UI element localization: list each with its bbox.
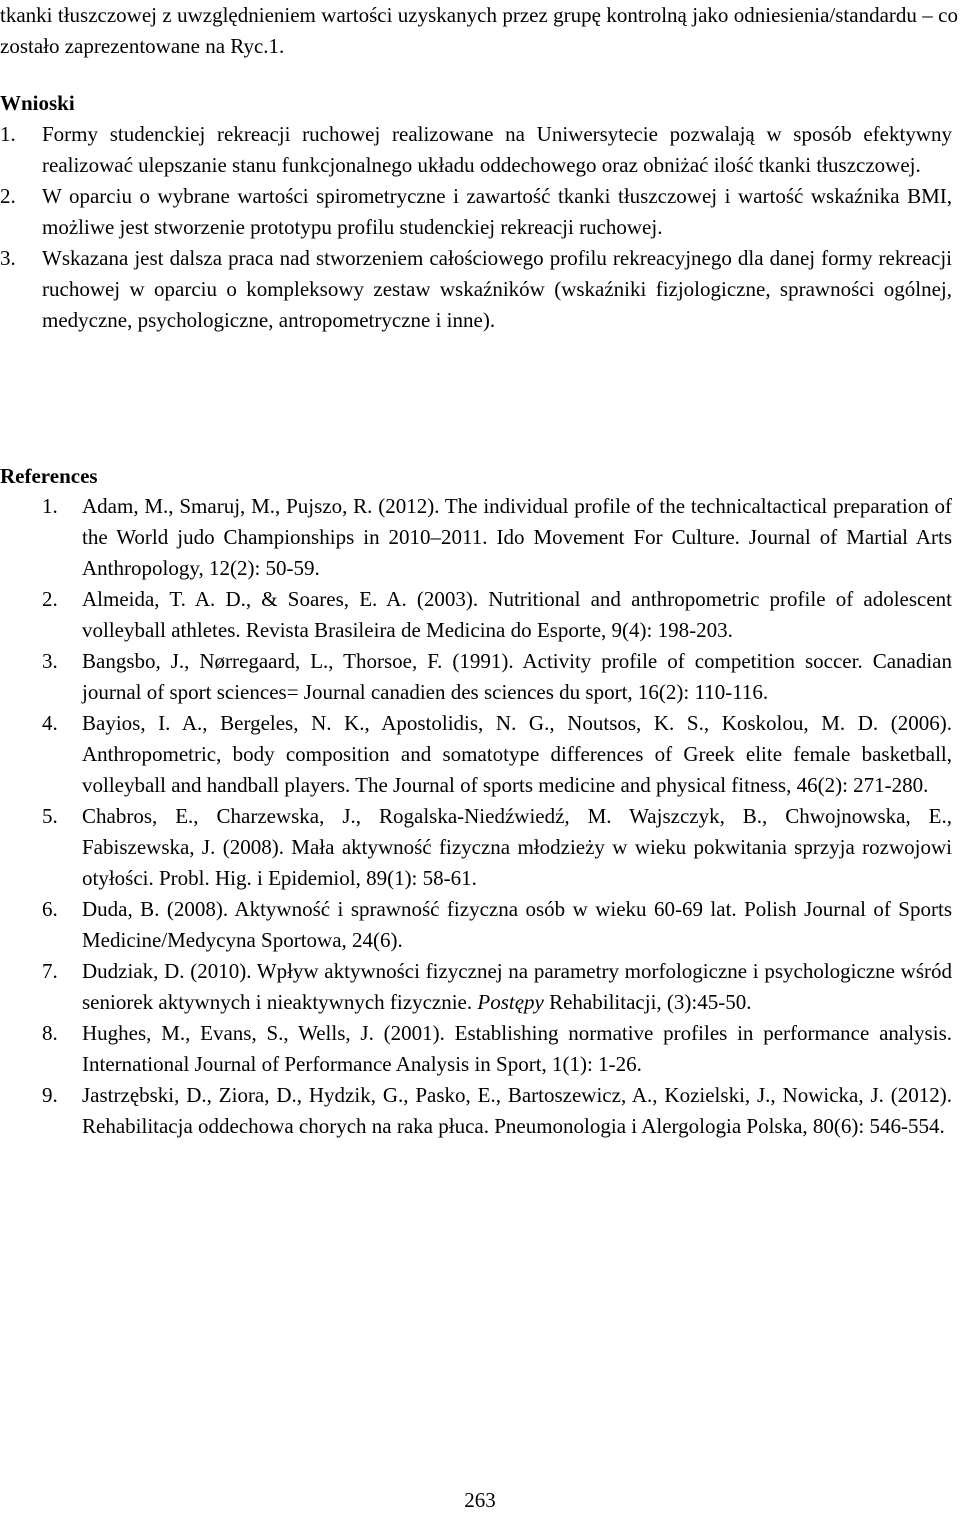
conclusions-list <box>0 119 952 336</box>
intro-text: tkanki tłuszczowej z uwzględnieniem wartości uzyskanych przez grupę kontrolną jako odniesienia/standardu – co zostało zaprezentowane na Ryc.1. <box>0 3 958 58</box>
reference-item <box>0 708 952 801</box>
conclusion-number: 1. <box>0 122 16 146</box>
reference-number: 3. <box>42 649 58 673</box>
reference-text: Almeida, T. A. D., & Soares, E. A. (2003). Nutritional and anthropometric profile of adolescent volleyball athletes. Revista Brasileira de Medicina do Esporte, 9(4): 198-203. <box>82 587 952 642</box>
references-list <box>0 491 952 1142</box>
references-heading: References <box>0 464 98 488</box>
conclusion-number: 2. <box>0 184 16 208</box>
reference-item <box>0 584 952 646</box>
reference-item <box>0 956 952 1018</box>
conclusion-item <box>0 181 952 243</box>
reference-text: Jastrzębski, D., Ziora, D., Hydzik, G., Pasko, E., Bartoszewicz, A., Kozielski, J., Nowicka, J. (2012). Rehabilitacja oddechowa chorych na raka płuca. Pneumonologia i Alergologia Polska, 80(6): 546-554. <box>82 1083 952 1138</box>
reference-number: 8. <box>42 1021 58 1045</box>
reference-item <box>0 646 952 708</box>
reference-text: Chabros, E., Charzewska, J., Rogalska-Niedźwiedź, M. Wajszczyk, B., Chwojnowska, E., Fabiszewska, J. (2008). Mała aktywność fizyczna młodzieży w wieku pokwitania sprzyja rozwojowi otyłości. Probl. Hig. i Epidemiol, 89(1): 58-61. <box>82 804 952 890</box>
reference-item <box>0 491 952 584</box>
conclusion-text: Wskazana jest dalsza praca nad stworzeniem całościowego profilu rekreacyjnego dla danej formy rekreacji ruchowej w oparciu o kompleksowy zestaw wskaźników (wskaźniki fizjologiczne, sprawności ogólnej, medyczne, psychologiczne, antropometryczne i inne). <box>42 246 952 332</box>
reference-number: 1. <box>42 494 58 518</box>
reference-item <box>0 1080 952 1142</box>
reference-number: 7. <box>42 959 58 983</box>
reference-item <box>0 894 952 956</box>
reference-item <box>0 801 952 894</box>
reference-text: Hughes, M., Evans, S., Wells, J. (2001). Establishing normative profiles in performance analysis. International Journal of Performance Analysis in Sport, 1(1): 1-26. <box>82 1021 952 1076</box>
conclusion-number: 3. <box>0 246 16 270</box>
conclusion-item <box>0 119 952 181</box>
reference-number: 9. <box>42 1083 58 1107</box>
reference-text-tail: Rehabilitacji, (3):45-50. <box>543 990 752 1014</box>
reference-item <box>0 1018 952 1080</box>
reference-text: Dudziak, D. (2010). Wpływ aktywności fizycznej na parametry morfologiczne i psychologiczne wśród seniorek aktywnych i nieaktywnych fizycznie. <box>82 959 952 1014</box>
reference-number: 6. <box>42 897 58 921</box>
reference-journal-italic: Postępy <box>477 990 544 1014</box>
intro-paragraph <box>0 0 958 62</box>
conclusions-heading: Wnioski <box>0 91 75 115</box>
reference-text: Duda, B. (2008). Aktywność i sprawność fizyczna osób w wieku 60-69 lat. Polish Journal of Sports Medicine/Medycyna Sportowa, 24(6). <box>82 897 952 952</box>
reference-text: Bayios, I. A., Bergeles, N. K., Apostolidis, N. G., Noutsos, K. S., Koskolou, M. D. (2006). Anthropometric, body composition and somatotype differences of Greek elite female basketball, volleyball and handball players. The Journal of sports medicine and physical fitness, 46(2): 271-280. <box>82 711 952 797</box>
reference-text: Adam, M., Smaruj, M., Pujszo, R. (2012). The individual profile of the technicaltactical preparation of the World judo Championships in 2010–2011. Ido Movement For Culture. Journal of Martial Arts Anthropology, 12(2): 50-59. <box>82 494 952 580</box>
page-number: 263 <box>464 1488 496 1512</box>
reference-text: Bangsbo, J., Nørregaard, L., Thorsoe, F. (1991). Activity profile of competition soccer. Canadian journal of sport sciences= Journal canadien des sciences du sport, 16(2): 110-116. <box>82 649 952 704</box>
reference-number: 4. <box>42 711 58 735</box>
conclusion-item <box>0 243 952 336</box>
conclusion-text: W oparciu o wybrane wartości spirometryczne i zawartość tkanki tłuszczowej i wartość wskaźnika BMI, możliwe jest stworzenie prototypu profilu studenckiej rekreacji ruchowej. <box>42 184 952 239</box>
reference-number: 2. <box>42 587 58 611</box>
reference-number: 5. <box>42 804 58 828</box>
conclusion-text: Formy studenckiej rekreacji ruchowej realizowane na Uniwersytecie pozwalają w sposób efektywny realizować ulepszanie stanu funkcjonalnego układu oddechowego oraz obniżać ilość tkanki tłuszczowej. <box>42 122 952 177</box>
